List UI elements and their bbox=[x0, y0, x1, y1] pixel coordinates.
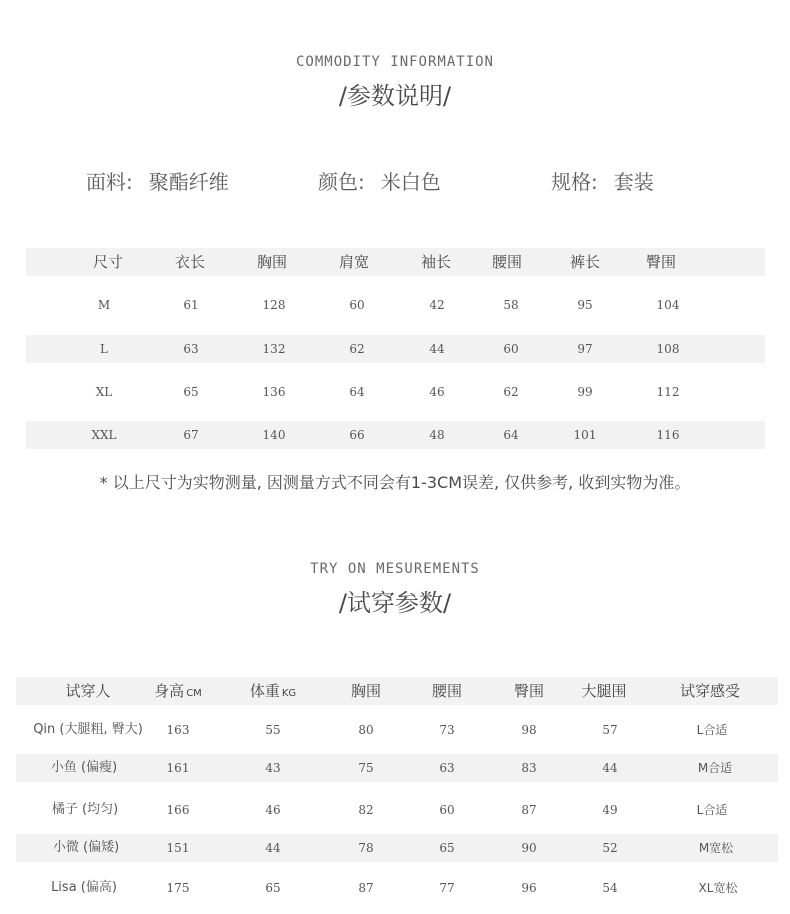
tryon-cell: 151 bbox=[166, 841, 190, 855]
tryon-cell: 166 bbox=[166, 803, 190, 817]
size-cell: 60 bbox=[349, 298, 365, 312]
spec-color bbox=[318, 166, 441, 195]
size-cell: 63 bbox=[183, 342, 199, 356]
size-cell: 67 bbox=[183, 428, 199, 442]
size-cell: 108 bbox=[656, 342, 680, 356]
tryon-header-cell: 臀围 bbox=[513, 682, 545, 700]
tryon-cell: 75 bbox=[358, 761, 374, 775]
table-row bbox=[26, 291, 765, 319]
size-cell: XL bbox=[95, 385, 113, 399]
tryon-cell: 44 bbox=[265, 841, 281, 855]
spec-fabric-label: 面料: bbox=[86, 170, 133, 194]
tryon-cell: 小微 (偏矮) bbox=[52, 840, 120, 855]
tryon-title-en: TRY ON MESUREMENTS bbox=[310, 561, 480, 577]
tryon-cell: 44 bbox=[602, 761, 618, 775]
tryon-cell: 77 bbox=[439, 881, 455, 895]
tryon-cell: 82 bbox=[358, 803, 374, 817]
tryon-cell: 46 bbox=[265, 803, 281, 817]
spec-color-label: 颜色: bbox=[318, 170, 365, 194]
table-row bbox=[26, 421, 765, 449]
size-cell: 58 bbox=[503, 298, 519, 312]
tryon-cell: 65 bbox=[265, 881, 281, 895]
size-table-header bbox=[26, 248, 765, 276]
size-cell: 112 bbox=[656, 385, 680, 399]
tryon-cell: 54 bbox=[602, 881, 618, 895]
size-cell: 128 bbox=[262, 298, 286, 312]
tryon-cell: 90 bbox=[521, 841, 537, 855]
tryon-cell: 65 bbox=[439, 841, 455, 855]
size-header-cell: 衣长 bbox=[174, 253, 206, 271]
tryon-cell: 73 bbox=[439, 723, 455, 737]
tryon-cell: M宽松 bbox=[698, 841, 734, 855]
tryon-cell: 52 bbox=[602, 841, 618, 855]
size-cell: 62 bbox=[503, 385, 519, 399]
tryon-cell: M合适 bbox=[697, 761, 733, 775]
size-cell: 62 bbox=[349, 342, 365, 356]
commodity-info-title-zh: /参数说明/ bbox=[338, 82, 452, 110]
tryon-cell: 98 bbox=[521, 723, 537, 737]
size-cell: 64 bbox=[349, 385, 365, 399]
size-cell: 64 bbox=[503, 428, 519, 442]
tryon-cell: 小鱼 (偏瘦) bbox=[50, 760, 118, 775]
tryon-cell: 60 bbox=[439, 803, 455, 817]
table-row bbox=[16, 834, 778, 862]
tryon-cell: Qin (大腿粗, 臀大) bbox=[33, 722, 143, 737]
tryon-cell: 87 bbox=[358, 881, 374, 895]
size-cell: 44 bbox=[429, 342, 445, 356]
size-header-cell: 袖长 bbox=[420, 253, 452, 271]
tryon-cell: 161 bbox=[166, 761, 190, 775]
size-cell: 140 bbox=[262, 428, 286, 442]
tryon-cell: 57 bbox=[602, 723, 618, 737]
size-cell: 97 bbox=[577, 342, 593, 356]
table-row bbox=[16, 716, 778, 744]
tryon-cell: 橘子 (均匀) bbox=[51, 802, 119, 817]
size-cell: 46 bbox=[429, 385, 445, 399]
tryon-cell: 80 bbox=[358, 723, 374, 737]
table-row bbox=[26, 378, 765, 406]
size-cell: 136 bbox=[262, 385, 286, 399]
spec-fabric-value: 聚酯纤维 bbox=[148, 170, 229, 194]
tryon-cell: Lisa (偏高) bbox=[51, 880, 117, 895]
size-cell: M bbox=[97, 298, 111, 312]
measurement-note: * 以上尺寸为实物测量, 因测量方式不同会有1-3CM误差, 仅供参考, 收到实物为准。 bbox=[99, 473, 691, 492]
tryon-header-cell: 体重 KG bbox=[249, 682, 297, 700]
size-cell: 99 bbox=[577, 385, 593, 399]
size-cell: 66 bbox=[349, 428, 365, 442]
spec-size bbox=[551, 166, 654, 195]
size-cell: 101 bbox=[573, 428, 597, 442]
tryon-cell: 87 bbox=[521, 803, 537, 817]
tryon-table-header bbox=[16, 677, 778, 705]
size-cell: XXL bbox=[91, 428, 117, 442]
size-header-cell: 尺寸 bbox=[92, 253, 124, 271]
table-row bbox=[16, 754, 778, 782]
spec-size-label: 规格: bbox=[551, 170, 598, 194]
size-cell: 48 bbox=[429, 428, 445, 442]
tryon-cell: XL宽松 bbox=[698, 881, 738, 895]
size-cell: 42 bbox=[429, 298, 445, 312]
tryon-header-cell: 试穿人 bbox=[65, 682, 111, 700]
size-cell: 132 bbox=[262, 342, 286, 356]
tryon-header-cell: 腰围 bbox=[431, 682, 463, 700]
tryon-cell: 83 bbox=[521, 761, 537, 775]
tryon-header-cell: 胸围 bbox=[350, 682, 382, 700]
tryon-cell: 55 bbox=[265, 723, 281, 737]
size-header-cell: 肩宽 bbox=[338, 253, 370, 271]
spec-fabric bbox=[86, 166, 229, 195]
size-cell: 65 bbox=[183, 385, 199, 399]
table-row bbox=[16, 796, 778, 824]
tryon-cell: 43 bbox=[265, 761, 281, 775]
table-row bbox=[26, 335, 765, 363]
tryon-cell: L合适 bbox=[696, 803, 728, 817]
tryon-header-cell: 试穿感受 bbox=[679, 682, 741, 700]
spec-color-value: 米白色 bbox=[380, 170, 441, 194]
table-row bbox=[16, 874, 778, 902]
tryon-cell: 49 bbox=[602, 803, 618, 817]
tryon-cell: 63 bbox=[439, 761, 455, 775]
size-cell: 60 bbox=[503, 342, 519, 356]
tryon-header-cell: 大腿围 bbox=[581, 682, 627, 700]
size-cell: 104 bbox=[656, 298, 680, 312]
spec-size-value: 套装 bbox=[613, 170, 654, 194]
size-cell: 95 bbox=[577, 298, 593, 312]
size-header-cell: 胸围 bbox=[256, 253, 288, 271]
tryon-cell: 175 bbox=[166, 881, 190, 895]
size-cell: 61 bbox=[183, 298, 199, 312]
tryon-cell: 96 bbox=[521, 881, 537, 895]
tryon-cell: 78 bbox=[358, 841, 374, 855]
size-cell: 116 bbox=[656, 428, 680, 442]
size-header-cell: 腰围 bbox=[491, 253, 523, 271]
size-header-cell: 臀围 bbox=[645, 253, 677, 271]
tryon-title-zh: /试穿参数/ bbox=[338, 589, 452, 617]
tryon-cell: 163 bbox=[166, 723, 190, 737]
size-cell: L bbox=[100, 342, 108, 356]
size-header-cell: 裤长 bbox=[569, 253, 601, 271]
commodity-info-title-en: COMMODITY INFORMATION bbox=[295, 54, 494, 70]
tryon-header-cell: 身高 CM bbox=[154, 682, 202, 700]
tryon-cell: L合适 bbox=[696, 723, 728, 737]
